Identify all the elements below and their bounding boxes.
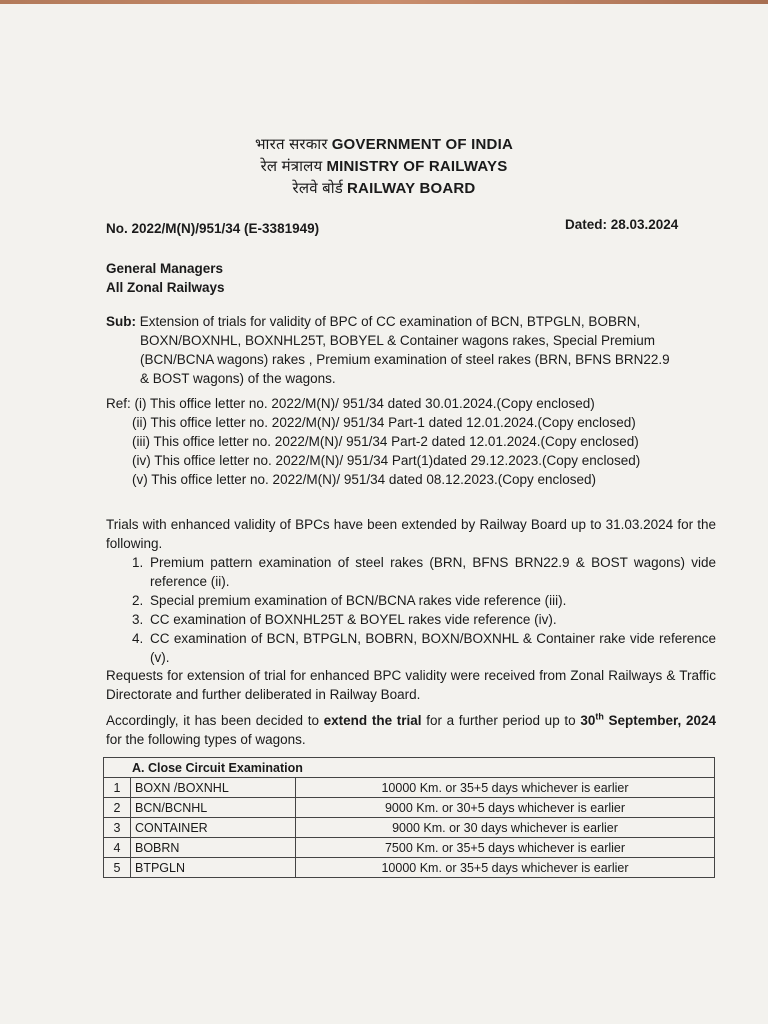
table-cell-validity: 9000 Km. or 30+5 days whichever is earlier [296, 798, 715, 818]
addressee-line-2: All Zonal Railways [106, 280, 225, 295]
list-item-number: 3. [132, 612, 144, 627]
table-heading-row [104, 758, 715, 778]
numbered-list [106, 553, 716, 667]
paragraph-3-bold-2: 30 [580, 713, 596, 728]
subject-line-3: (BCN/BCNA wagons) rakes , Premium examination of steel rakes (BRN, BFNS BRN22.9 [140, 352, 670, 367]
table-cell-wagon: BOXN /BOXNHL [131, 778, 296, 798]
table-cell-sn: 4 [104, 838, 131, 858]
reference-item-2: (ii) This office letter no. 2022/M(N)/ 951/34 Part-1 dated 12.01.2024.(Copy enclosed) [132, 415, 636, 430]
list-item-number: 4. [132, 631, 144, 646]
list-item-text: Special premium examination of BCN/BCNA rakes vide reference (iii). [150, 593, 567, 608]
table-cell-sn: 1 [104, 778, 131, 798]
table-row [104, 778, 715, 798]
list-item-text: CC examination of BOXNHL25T & BOYEL rakes vide reference (iv). [150, 612, 557, 627]
list-item-text: Premium pattern examination of steel rakes (BRN, BFNS BRN22.9 & BOST wagons) vide reference (ii). [150, 555, 716, 589]
subject-line-1 [106, 312, 726, 331]
letter-date: Dated: 28.03.2024 [565, 217, 679, 232]
letterhead-hindi-1: भारत सरकार [254, 136, 328, 153]
paragraph-2: Requests for extension of trial for enhanced BPC validity were received from Zonal Railways & Traffic Directorate and further deliberated in Railway Board. [106, 668, 716, 702]
letterhead-english-3: RAILWAY BOARD [347, 180, 476, 197]
table-cell-wagon: BOBRN [131, 838, 296, 858]
subject-label: Sub: [106, 314, 136, 329]
table-cell-validity: 10000 Km. or 35+5 days whichever is earlier [296, 858, 715, 878]
table-cell-wagon: BCN/BCNHL [131, 798, 296, 818]
addressee [106, 259, 225, 297]
letterhead-line-2 [0, 156, 768, 178]
reference-item-5: (v) This office letter no. 2022/M(N)/ 951/34 dated 08.12.2023.(Copy enclosed) [132, 472, 597, 487]
reference-item-4: (iv) This office letter no. 2022/M(N)/ 951/34 Part(1)dated 29.12.2023.(Copy enclosed) [132, 453, 641, 468]
letterhead-english-1: GOVERNMENT OF INDIA [331, 136, 513, 153]
subject-line-4: & BOST wagons) of the wagons. [140, 371, 336, 386]
paragraph-3-part-1: Accordingly, it has been decided to [106, 713, 324, 728]
reference-item-3: (iii) This office letter no. 2022/M(N)/ 951/34 Part-2 dated 12.01.2024.(Copy enclosed) [132, 434, 639, 449]
subject-text-1: Extension of trials for validity of BPC of CC examination of BCN, BTPGLN, BOBRN, [139, 314, 641, 329]
table-cell-sn: 5 [104, 858, 131, 878]
table-row [104, 858, 715, 878]
references-label: Ref: [106, 396, 131, 411]
table-cell-sn: 2 [104, 798, 131, 818]
list-item [106, 629, 716, 667]
list-item [106, 553, 716, 591]
addressee-line-1: General Managers [106, 261, 224, 276]
list-item [106, 591, 716, 610]
paragraph-1: Trials with enhanced validity of BPCs have been extended by Railway Board up to 31.03.2024 for the following. [106, 517, 716, 551]
reference-number: No. 2022/M(N)/951/34 (E-3381949) [106, 221, 320, 236]
table-cell-validity: 9000 Km. or 30 days whichever is earlier [296, 818, 715, 838]
table-heading: A. Close Circuit Examination [104, 758, 715, 778]
paragraph-3 [106, 711, 716, 749]
table-cell-wagon: CONTAINER [131, 818, 296, 838]
table-cell-wagon: BTPGLN [131, 858, 296, 878]
table-cell-sn: 3 [104, 818, 131, 838]
list-item-text: CC examination of BCN, BTPGLN, BOBRN, BOXN/BOXNHL & Container rake vide reference (v). [150, 631, 716, 665]
table-cell-validity: 10000 Km. or 35+5 days whichever is earlier [296, 778, 715, 798]
paragraph-3-bold-1: extend the trial [323, 713, 422, 728]
table-row [104, 798, 715, 818]
paragraph-3-part-3: for the following types of wagons. [106, 732, 306, 747]
list-item-number: 1. [132, 555, 144, 570]
paragraph-3-bold-3: September, 2024 [603, 713, 716, 728]
paragraph-3-part-2: for a further period up to [421, 713, 581, 728]
subject [106, 312, 726, 388]
letterhead-english-2: MINISTRY OF RAILWAYS [326, 158, 508, 175]
table-row [104, 818, 715, 838]
letterhead-line-3 [0, 178, 768, 200]
letterhead [0, 134, 768, 200]
references [106, 394, 726, 489]
subject-line-2: BOXN/BOXNHL, BOXNHL25T, BOBYEL & Container wagons rakes, Special Premium [140, 333, 655, 348]
table-cell-validity: 7500 Km. or 35+5 days whichever is earlier [296, 838, 715, 858]
table-row [104, 838, 715, 858]
reference-item-1 [106, 394, 726, 413]
list-item-number: 2. [132, 593, 144, 608]
reference-text-1: (i) This office letter no. 2022/M(N)/ 951/34 dated 30.01.2024.(Copy enclosed) [134, 396, 595, 411]
list-item [106, 610, 716, 629]
wagon-validity-table [103, 757, 715, 878]
letterhead-hindi-2: रेल मंत्रालय [260, 158, 323, 175]
letterhead-hindi-3: रेलवे बोर्ड [292, 180, 344, 197]
letterhead-line-1 [0, 134, 768, 156]
paragraph-3-superscript: th [595, 711, 604, 722]
